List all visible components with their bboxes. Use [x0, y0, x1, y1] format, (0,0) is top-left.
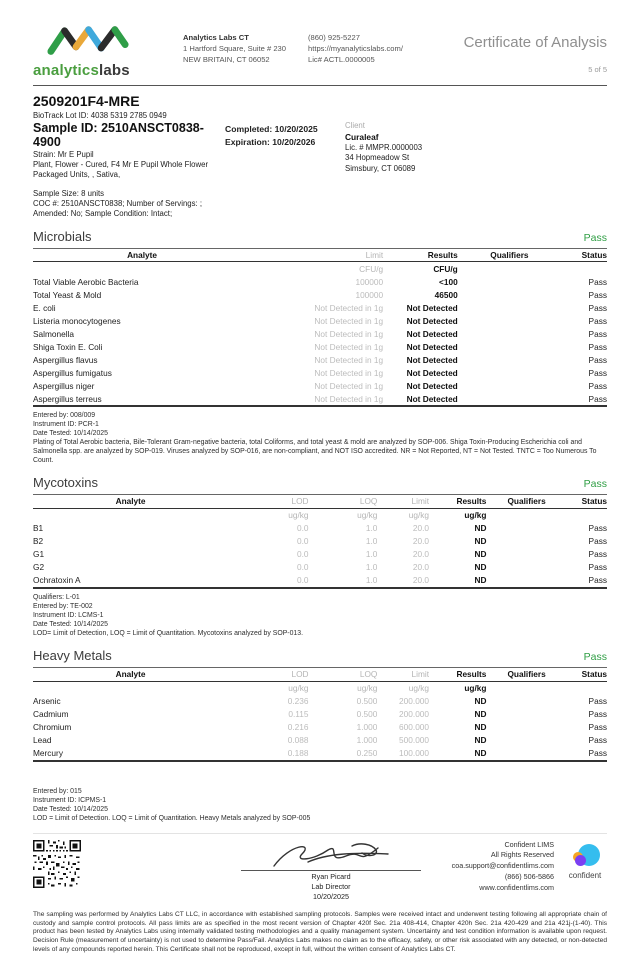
col-limit: Limit [251, 248, 383, 262]
qualifiers-note: Qualifiers: L-01 [33, 594, 80, 602]
lab-website: https://myanalyticslabs.com/ [308, 44, 403, 53]
document-title: Certificate of Analysis [463, 34, 607, 51]
mycotoxins-section-header [33, 475, 607, 490]
col-results: Results [429, 495, 486, 509]
sample-id: Sample ID: 2510ANSCT0838-4900 [33, 121, 204, 150]
confident-caption: confident [568, 870, 602, 880]
microbials-table [33, 248, 607, 408]
lims-rights: All Rights Reserved [490, 850, 554, 860]
lab-logo [33, 24, 183, 79]
mycotoxins-title: Mycotoxins [33, 475, 99, 491]
col-lod: LOD [228, 495, 308, 509]
lab-license: Lic# ACTL.0000005 [308, 55, 375, 64]
col-lod: LOD [228, 667, 308, 681]
signature-icon [256, 840, 406, 874]
entered-by: Entered by: 015 [33, 787, 82, 795]
disclaimer-text: The sampling was performed by Analytics Labs CT LLC, in accordance with established sampling protocols. Samples were received intact and underwent testing following all appropriate chain of custody and sample control protocols. All pass limits are as specified in the most recent version of Chapter 420f Sec. 21a 408-414, Chapter 420h Sec. 21a 420-429 and 21a 421j-(1-40). This product has been tested by Analytics Labs using internally validated testing methodologies and a quality management system. Uncertainty and test condition information is available upon request. Decision Rule (measurement of uncertainty) is not used to determine Pass/Fail. Analytics Labs makes no claim as to the efficacy, safety, or other risk associated with any detected, or non-detected levels of any compounds reported herein. This Certificate shall not be reproduced, except in full, without the written consent of Analytics Labs CT. [33, 910, 607, 954]
logo-word-labs: labs [99, 62, 130, 79]
instrument-id: Instrument ID: PCR-1 [33, 421, 99, 429]
client-label: Client [345, 121, 365, 130]
lab-address-line1: 1 Hartford Square, Suite # 230 [183, 44, 287, 53]
table-row: Total Yeast & Mold 100000 46500 Pass [33, 289, 607, 300]
client-block [345, 121, 607, 220]
col-results: Results [383, 248, 458, 262]
packaging: Packaged Units, , Sativa, [33, 170, 121, 179]
lims-info [452, 840, 554, 894]
table-row: B2 0.0 1.0 20.0 ND Pass [33, 536, 607, 547]
method-note: LOD= Limit of Detection, LOQ = Limit of Quantitation. Mycotoxins analyzed by SOP-013. [33, 629, 304, 637]
lims-website: www.confidentlims.com [479, 882, 554, 892]
sample-details [33, 121, 225, 220]
date-tested: Date Tested: 10/14/2025 [33, 430, 108, 438]
client-name: Curaleaf [345, 131, 379, 142]
instrument-id: Instrument ID: LCMS-1 [33, 611, 104, 619]
table-row: Chromium 0.216 1.000 600.000 ND Pass [33, 721, 607, 732]
units-row: CFU/g CFU/g [359, 263, 458, 274]
col-loq: LOQ [309, 495, 378, 509]
logo-wordmark [33, 62, 183, 79]
col-analyte: Analyte [33, 248, 251, 262]
client-address2: Simsbury, CT 06089 [345, 163, 416, 173]
table-row: Arsenic 0.236 0.500 200.000 ND Pass [33, 696, 607, 707]
lab-phone-block [308, 32, 403, 65]
client-license: Lic. # MMPR.0000003 [345, 142, 423, 152]
mycotoxins-header-row [33, 495, 607, 509]
col-qualifiers: Qualifiers [458, 248, 561, 262]
table-row: Salmonella Not Detected in 1g Not Detected Pass [33, 328, 607, 339]
lims-email: coa.support@confidentlims.com [451, 861, 554, 871]
page-indicator: 5 of 5 [588, 65, 607, 74]
lims-name: Confident LIMS [504, 839, 554, 849]
heavy-metals-pass-badge: Pass [583, 650, 607, 663]
col-qualifiers: Qualifiers [486, 495, 566, 509]
col-limit: Limit [377, 667, 429, 681]
col-analyte: Analyte [33, 495, 228, 509]
confident-logo [563, 840, 607, 894]
date-tested: Date Tested: 10/14/2025 [33, 805, 108, 813]
table-row: Aspergillus niger Not Detected in 1g Not Detected Pass [33, 380, 607, 391]
col-qualifiers: Qualifiers [486, 667, 566, 681]
signer-name: Ryan Picard [311, 871, 351, 881]
table-row: E. coli Not Detected in 1g Not Detected Pass [33, 302, 607, 313]
sample-dates [225, 121, 345, 220]
entered-by: Entered by: TE-002 [33, 602, 93, 610]
sample-info-row [33, 121, 607, 220]
mycotoxins-notes [33, 594, 607, 639]
coc-number: COC #: 2510ANSCT0838; Number of Servings: ; Amended: No; Sample Condition: Intact; [33, 199, 203, 219]
batch-id: 2509201F4-MRE [33, 93, 140, 109]
table-row: Aspergillus flavus Not Detected in 1g Not Detected Pass [33, 354, 607, 365]
header [33, 24, 607, 79]
lab-name: Analytics Labs CT [183, 33, 249, 42]
client-address1: 34 Hopmeadow St [345, 153, 410, 163]
mycotoxins-pass-badge: Pass [583, 478, 607, 491]
table-row: Shiga Toxin E. Coli Not Detected in 1g Not Detected Pass [33, 341, 607, 352]
mycotoxins-table [33, 494, 607, 589]
col-status: Status [561, 248, 607, 262]
lab-contact-info [183, 32, 403, 65]
signer-title: Lab Director [311, 881, 351, 891]
product-type: Plant, Flower - Cured, F4 Mr E Pupil Whole Flower [33, 159, 209, 169]
heavy-metals-header-row [33, 667, 607, 681]
lims-block [452, 840, 607, 894]
table-row: G2 0.0 1.0 20.0 ND Pass [33, 562, 607, 573]
signature-date: 10/20/2025 [313, 892, 349, 902]
biotrack-lot-id: BioTrack Lot ID: 4038 5319 2785 0949 [33, 111, 167, 120]
table-row: Cadmium 0.115 0.500 200.000 ND Pass [33, 709, 607, 719]
heavy-metals-table [33, 667, 607, 762]
instrument-id: Instrument ID: ICPMS-1 [33, 796, 107, 804]
col-status: Status [567, 495, 607, 509]
lab-phone: (860) 925-5227 [308, 33, 360, 42]
table-row: B1 0.0 1.0 20.0 ND Pass [33, 523, 607, 534]
table-row: Lead 0.088 1.000 500.000 ND Pass [33, 734, 607, 745]
strain: Strain: Mr E Pupil [33, 149, 94, 159]
logo-zigzag-icon [33, 24, 151, 56]
table-row: Total Viable Aerobic Bacteria 100000 <100 Pass [33, 276, 607, 287]
units-row: ug/kg ug/kg ug/kg ug/kg [288, 510, 487, 521]
signature-line [241, 870, 421, 871]
entered-by: Entered by: 008/009 [33, 412, 96, 420]
table-row: Aspergillus fumigatus Not Detected in 1g Not Detected Pass [33, 367, 607, 378]
microbials-section-header [33, 229, 607, 244]
table-row: Mercury 0.188 0.250 100.000 ND Pass [33, 747, 607, 761]
units-row: ug/kg ug/kg ug/kg ug/kg [288, 683, 487, 694]
microbials-title: Microbials [33, 228, 92, 244]
lab-address-line2: NEW BRITAIN, CT 06052 [183, 55, 270, 64]
date-tested: Date Tested: 10/14/2025 [33, 620, 108, 628]
method-note: Plating of Total Aerobic bacteria, Bile-Tolerant Gram-negative bacteria, total Coliforms, and total yeast & mold are analyzed by SOP-006. Shiga Toxin-Producing Escherichia coli and Salmonella spp. are analyzed by SOP-019. Viruses analyzed by SOP-016, are non-compliant, and NOT ISO accredited. NR = Not Reported, NT = Not Tested. TNTC = Too Numerous To Count. [33, 439, 597, 465]
col-loq: LOQ [309, 667, 378, 681]
signature-block [236, 840, 426, 902]
qr-code [33, 840, 81, 888]
table-row: Listeria monocytogenes Not Detected in 1g Not Detected Pass [33, 315, 607, 326]
microbials-pass-badge: Pass [583, 231, 607, 244]
table-row: Aspergillus terreus Not Detected in 1g Not Detected Pass [33, 392, 607, 406]
col-limit: Limit [377, 495, 429, 509]
microbials-notes [33, 412, 607, 466]
header-divider [33, 85, 607, 86]
lab-address-block [183, 32, 286, 65]
completed-date: Completed: 10/20/2025 [225, 124, 318, 134]
table-row: Ochratoxin A 0.0 1.0 20.0 ND Pass [33, 574, 607, 588]
microbials-header-row [33, 248, 607, 262]
lims-phone: (866) 506-5866 [504, 872, 554, 882]
col-status: Status [567, 667, 607, 681]
logo-word-analytics: analytics [33, 62, 100, 79]
confident-logo-icon [570, 844, 600, 870]
sample-size: Sample Size: 8 units [33, 189, 105, 199]
heavy-metals-section-header [33, 648, 607, 663]
col-analyte: Analyte [33, 667, 228, 681]
certificate-title-block [464, 24, 607, 74]
expiration-date: Expiration: 10/20/2026 [225, 136, 316, 147]
table-row: G1 0.0 1.0 20.0 ND Pass [33, 549, 607, 560]
footer-divider [33, 833, 607, 834]
method-note: LOD = Limit of Detection. LOQ = Limit of Quantitation. Heavy Metals analyzed by SOP-005 [33, 814, 311, 822]
col-results: Results [429, 667, 486, 681]
heavy-metals-title: Heavy Metals [33, 647, 112, 663]
footer [33, 840, 607, 902]
heavy-metals-notes [33, 788, 607, 824]
